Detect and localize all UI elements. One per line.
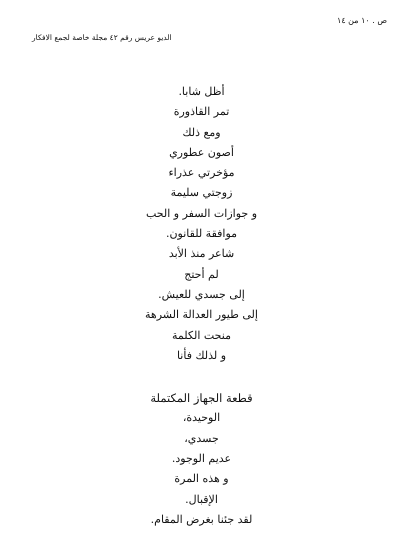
stanza-two	[0, 388, 403, 530]
poem-line: ومع ذلك	[182, 125, 221, 139]
poem-line: زوجتي سليمة	[170, 186, 233, 200]
poem-line: موافقة للقانون.	[165, 227, 238, 241]
poem-line: أصون عطوري	[169, 145, 234, 159]
poem-line: عديم الوجود.	[171, 452, 232, 466]
poem-line: الوحيدة،	[182, 411, 221, 425]
poem-line: منحت الكلمة	[172, 328, 231, 342]
poem-line: مؤخرتي عذراء	[168, 166, 235, 180]
poem-line: أظل شابا.	[178, 85, 225, 98]
poem-line: و هذه المرة	[174, 472, 229, 486]
stanza-one	[0, 82, 403, 366]
stanza-gap	[0, 366, 403, 388]
poem-line: شاعر منذ الأبد	[168, 247, 235, 261]
poem-line: لم أحتج	[184, 267, 219, 281]
poem-line: إلى طيور العدالة الشرهة	[145, 308, 258, 322]
poem-line: لقد جئنا بغرض المقام.	[150, 512, 253, 526]
poem-line: جسدي،	[184, 431, 219, 445]
poem-line: تمر القاذورة	[173, 105, 230, 119]
poem-line: و لذلك فأنا	[176, 348, 227, 362]
poem-line: الإقبال.	[185, 492, 218, 506]
running-header: الديو عريس رقم ٤٢ مجلة خاصة لجمع الافكار	[32, 33, 172, 42]
poem-line: قطعة الجهاز المكتملة	[150, 391, 253, 406]
poem-line: إلى جسدي للعيش.	[158, 287, 245, 301]
poem	[0, 82, 403, 530]
poem-line: و جوازات السفر و الحب	[145, 206, 258, 220]
page-number: ص . ١٠ من ١٤	[337, 16, 387, 25]
